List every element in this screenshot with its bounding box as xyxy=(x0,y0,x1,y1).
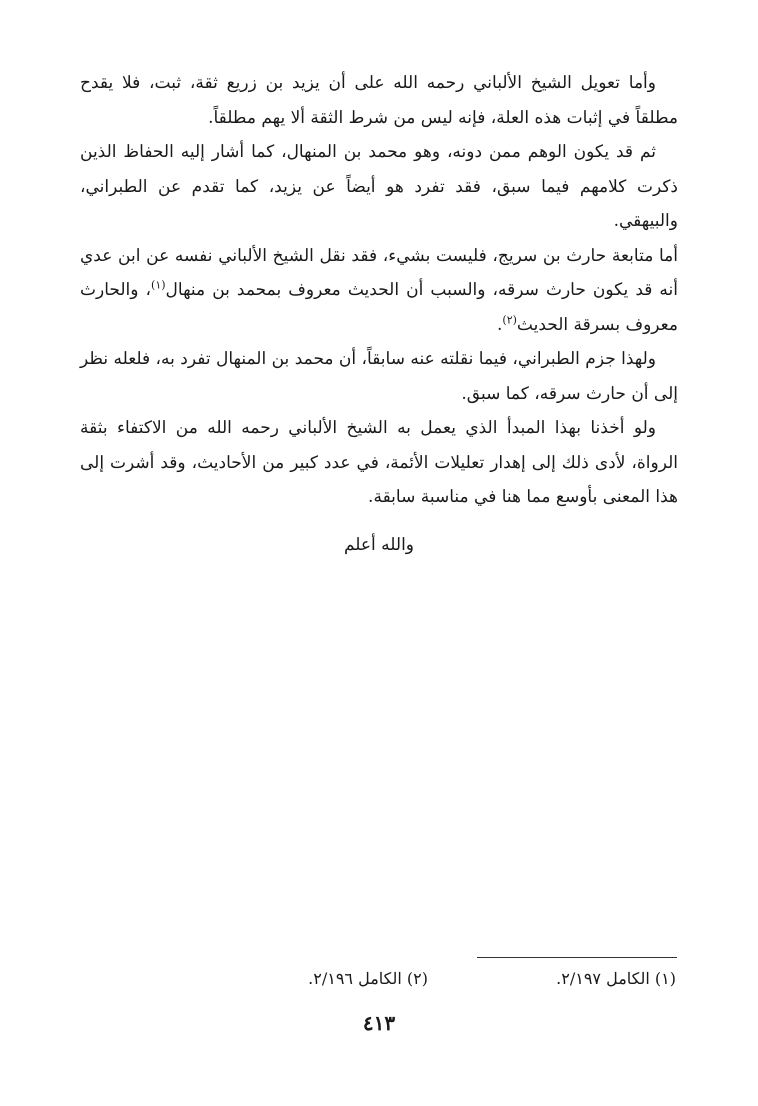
main-text xyxy=(80,66,678,515)
paragraph-text: ، والحارث معروف بسرقة الحديث xyxy=(80,280,678,335)
paragraph: ثم قد يكون الوهم ممن دونه، وهو محمد بن المنهال، كما أشار إليه الحفاظ الذين ذكرت كلامهم فيما سبق، فقد تفرد هو أيضاً عن يزيد، كما تقدم عن الطبراني، والبيهقي. xyxy=(80,142,678,231)
footnote-marker: (٢) xyxy=(502,312,517,326)
footnote-1: (١) الكامل ٢/١٩٧. xyxy=(556,969,676,988)
page-number: ٤١٣ xyxy=(362,1011,396,1035)
paragraph-text: . xyxy=(497,314,503,335)
paragraph: ولو أخذنا بهذا المبدأ الذي يعمل به الشيخ الألباني رحمه الله من الاكتفاء بثقة الرواة، لأدى ذلك إلى إهدار تعليلات الأئمة، في عدد كبير من الأحاديث، وقد أشرت إلى هذا المعنى بأوسع مما هنا في مناسبة سابقة. xyxy=(80,418,678,507)
paragraph: وأما تعويل الشيخ الألباني رحمه الله على أن يزيد بن زريع ثقة، ثبت، فلا يقدح مطلقاً في إثبات هذه العلة، فإنه ليس من شرط الثقة ألا يهم مطلقاً. xyxy=(80,73,678,128)
closing-phrase: والله أعلم xyxy=(343,535,415,555)
footnote-separator xyxy=(477,957,677,958)
paragraph: ولهذا جزم الطبراني، فيما نقلته عنه سابقاً، أن محمد بن المنهال تفرد به، فلعله نظر إلى أن حارث سرقه، كما سبق. xyxy=(80,349,678,404)
paragraph xyxy=(80,239,678,343)
paragraph-text: أما متابعة حارث بن سريج، فليست بشيء، فقد نقل الشيخ الألباني نفسه عن ابن عدي أنه قد يكون حارث سرقه، والسبب أن الحديث معروف بمحمد بن منهال xyxy=(80,245,679,300)
footnote-marker: (١) xyxy=(151,278,166,292)
footnote-2: (٢) الكامل ٢/١٩٦. xyxy=(308,969,428,988)
